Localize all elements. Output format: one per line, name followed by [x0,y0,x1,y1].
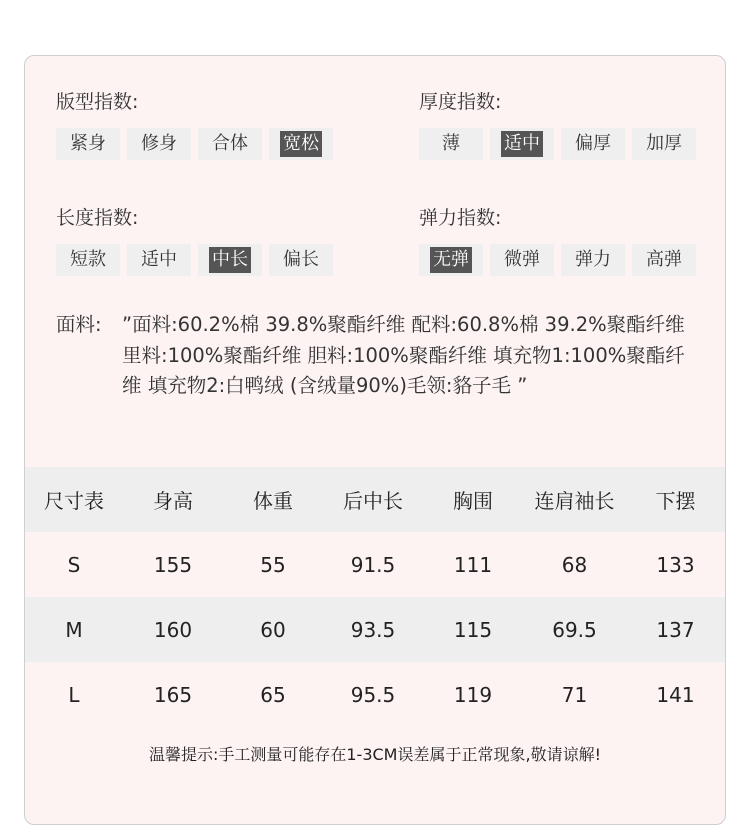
table-cell: L [68,682,80,707]
stretch-option-high: 高弹 [632,244,696,276]
length-index [56,205,356,315]
table-row [25,662,725,727]
length-option-mid-long: 中长 [198,244,262,276]
thickness-option-thick: 加厚 [632,128,696,160]
header-cell: 下摆 [655,489,696,513]
table-cell: 95.5 [350,682,396,707]
table-cell: 137 [656,617,695,642]
measurement-note: 温馨提示:手工测量可能存在1-3CM误差属于正常现象,敬请谅解! [148,745,601,764]
fabric-composition [56,310,696,402]
table-cell: 93.5 [350,617,396,642]
length-index-title: 长度指数: [56,207,139,229]
table-cell: S [67,552,81,577]
fit-option-tight: 紧身 [56,128,120,160]
table-cell: 119 [453,682,493,707]
stretch-option-none: 无弹 [419,244,483,276]
size-table-header [25,467,725,532]
table-cell: 71 [561,682,588,707]
stretch-option-slight: 微弹 [490,244,554,276]
table-cell: 165 [153,682,193,707]
table-cell: 91.5 [350,552,396,577]
fit-index-title: 版型指数: [56,91,139,113]
stretch-index-title: 弹力指数: [419,207,502,229]
table-cell: 133 [656,552,695,577]
size-info-card [24,55,726,825]
fit-option-slim: 修身 [127,128,191,160]
thickness-option-thickish: 偏厚 [561,128,625,160]
header-cell: 连肩袖长 [534,489,615,513]
table-cell: 68 [561,552,588,577]
fabric-label: 面料: [56,313,102,336]
table-row [25,532,725,597]
table-cell: 111 [453,552,493,577]
header-cell: 体重 [253,489,293,513]
table-cell: 115 [453,617,493,642]
header-cell: 身高 [153,489,193,513]
length-option-short: 短款 [56,244,120,276]
fit-option-regular: 合体 [198,128,262,160]
thickness-option-medium: 适中 [490,128,554,160]
fit-index [56,89,356,199]
table-cell: 69.5 [552,617,597,642]
thickness-option-thin: 薄 [419,128,483,160]
stretch-index [419,205,719,315]
table-cell: 141 [656,682,695,707]
table-row [25,597,725,662]
thickness-index [419,89,719,199]
fit-option-loose: 宽松 [269,128,333,160]
table-cell: 60 [260,617,286,642]
length-option-long: 偏长 [269,244,333,276]
fabric-text: ”面料:60.2%棉 39.8%聚酯纤维 配料:60.8%棉 39.2%聚酯纤维 里料:100%聚酯纤维 胆料:100%聚酯纤维 填充物1:100%聚酯纤维 填充物2:白鸭绒 (含绒量90%)毛领:貉子毛 ” [122,313,685,397]
header-cell: 胸围 [453,489,493,513]
header-cell: 后中长 [343,489,403,513]
table-cell: 55 [260,552,286,577]
table-cell: 65 [260,682,286,707]
header-cell: 尺寸表 [44,489,104,513]
thickness-index-title: 厚度指数: [419,91,502,113]
length-option-regular: 适中 [127,244,191,276]
stretch-option-stretch: 弹力 [561,244,625,276]
size-table [25,467,725,727]
table-cell: M [65,617,83,642]
table-cell: 160 [153,617,193,642]
table-cell: 155 [153,552,193,577]
